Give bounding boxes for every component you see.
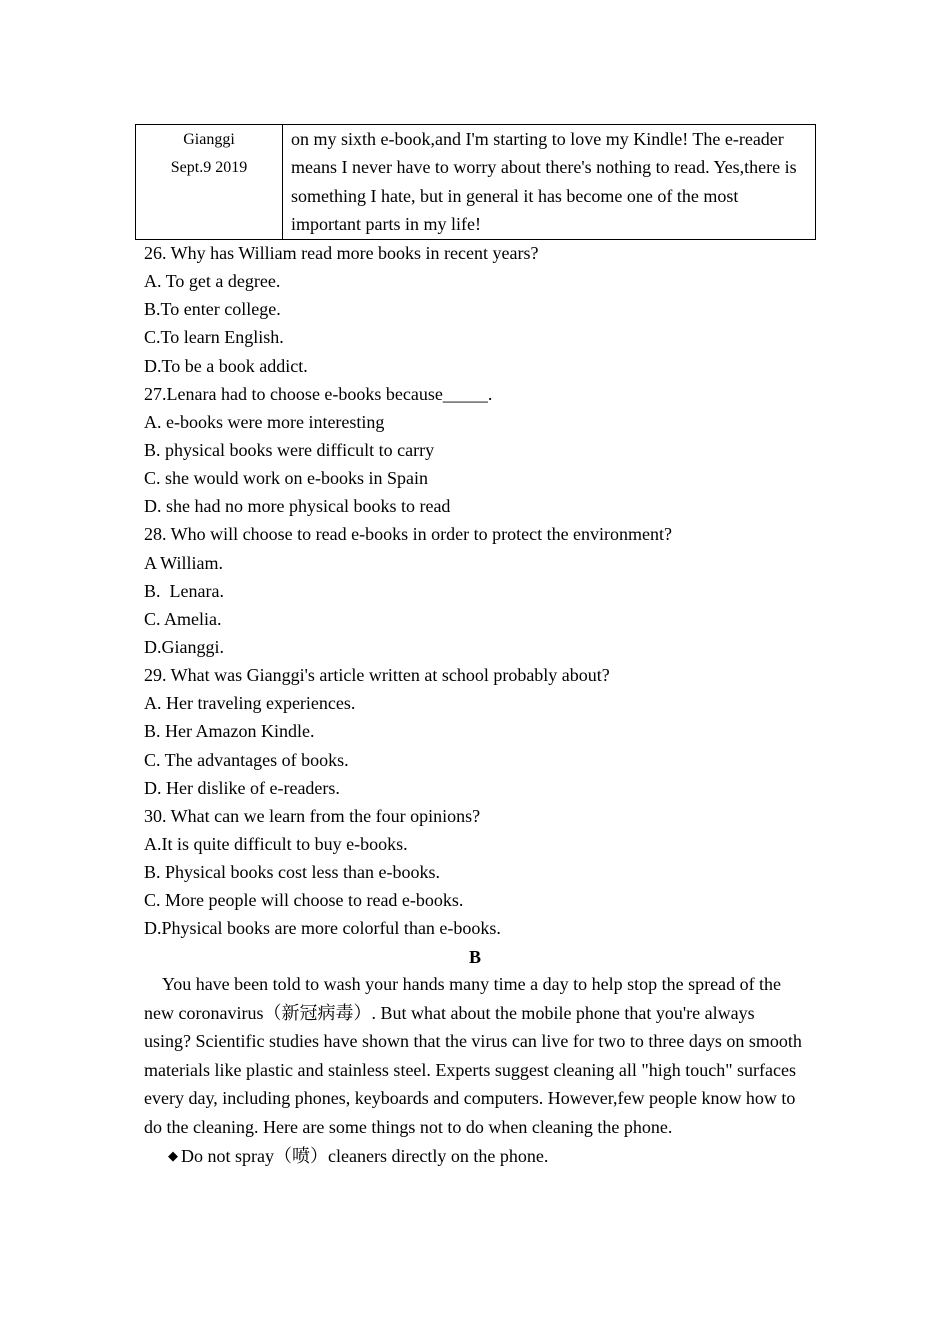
option-b: B. physical books were difficult to carry bbox=[144, 439, 435, 460]
passage-paragraph: You have been told to wash your hands many time a day to help stop the spread of the new coronavirus（新冠病毒）. But what about the mobile phone that you're always using? Scientific studies have shown that the virus can live for two to three days on smooth materials like plastic and stainless steel. Experts suggest cleaning all "high touch" surfaces every day, including phones, keyboards and computers. However,few people know how to do the cleaning. Here are some things not to do when cleaning the phone. bbox=[144, 974, 802, 1137]
question-27 bbox=[144, 380, 824, 521]
question-29 bbox=[144, 661, 824, 802]
option-d: D.Physical books are more colorful than e-books. bbox=[144, 918, 501, 939]
option-d: D. she had no more physical books to read bbox=[144, 496, 451, 517]
opinion-text-cell: on my sixth e-book,and I'm starting to love my Kindle! The e-reader means I never have to worry about there's nothing to read. Yes,there is something I hate, but in general it has become one of the most important parts in my life! bbox=[283, 125, 816, 240]
opinion-table bbox=[135, 124, 816, 240]
bullet-item bbox=[144, 1142, 804, 1173]
option-b: B. Physical books cost less than e-books. bbox=[144, 862, 440, 883]
table-row bbox=[136, 125, 816, 240]
section-heading: B bbox=[468, 946, 481, 967]
option-a: A. Her traveling experiences. bbox=[144, 693, 356, 714]
option-d: D.To be a book addict. bbox=[144, 355, 308, 376]
option-c: C.To learn English. bbox=[144, 327, 284, 348]
question-stem: 30. What can we learn from the four opinions? bbox=[144, 805, 481, 826]
question-stem: 29. What was Gianggi's article written at school probably about? bbox=[144, 665, 610, 686]
author-date: Sept.9 2019 bbox=[170, 159, 248, 176]
option-d: D.Gianggi. bbox=[144, 636, 224, 657]
question-28 bbox=[144, 520, 824, 661]
author-name: Gianggi bbox=[183, 131, 235, 148]
option-b: B. Her Amazon Kindle. bbox=[144, 721, 315, 742]
option-c: C. she would work on e-books in Spain bbox=[144, 468, 428, 489]
option-c: C. The advantages of books. bbox=[144, 749, 349, 770]
option-a: A. e-books were more interesting bbox=[144, 411, 385, 432]
option-c: C. Amelia. bbox=[144, 608, 222, 629]
option-d: D. Her dislike of e-readers. bbox=[144, 777, 340, 798]
option-a: A William. bbox=[144, 552, 223, 573]
question-30 bbox=[144, 802, 824, 943]
option-b: B. Lenara. bbox=[144, 580, 224, 601]
option-a: A.It is quite difficult to buy e-books. bbox=[144, 833, 408, 854]
diamond-bullet-icon: ◆ bbox=[168, 1147, 178, 1163]
question-stem: 26. Why has William read more books in recent years? bbox=[144, 243, 539, 263]
bullet-text: Do not spray（喷）cleaners directly on the phone. bbox=[181, 1145, 549, 1166]
question-list bbox=[144, 239, 824, 971]
question-26 bbox=[144, 239, 824, 380]
option-b: B.To enter college. bbox=[144, 299, 281, 320]
option-a: A. To get a degree. bbox=[144, 271, 281, 292]
author-cell bbox=[136, 125, 283, 240]
question-stem: 28. Who will choose to read e-books in order to protect the environment? bbox=[144, 524, 673, 545]
option-c: C. More people will choose to read e-books. bbox=[144, 890, 464, 911]
question-stem: 27.Lenara had to choose e-books because_____. bbox=[144, 383, 493, 404]
passage-b bbox=[144, 970, 804, 1172]
